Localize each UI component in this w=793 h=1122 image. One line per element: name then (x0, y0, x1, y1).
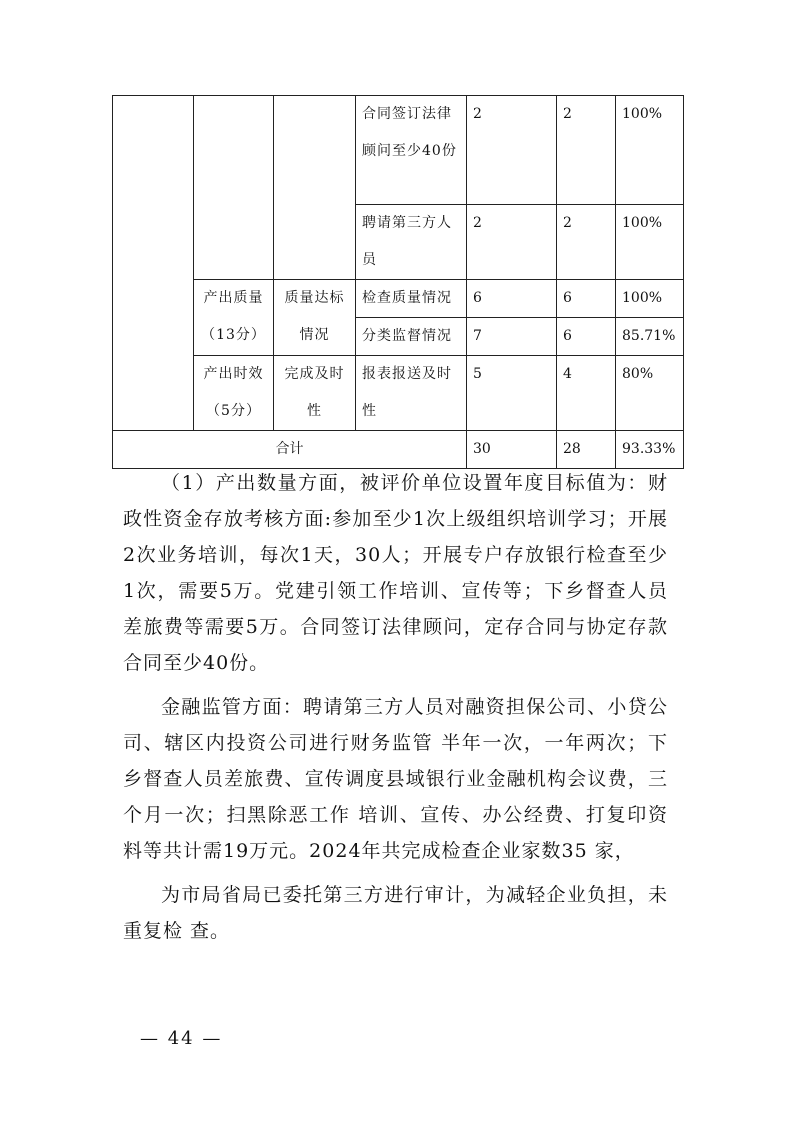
target-value-cell: 2 (467, 96, 557, 205)
paragraph-audit-note: 为市局省局已委托第三方进行审计，为减轻企业负担，未重复检 查。 (123, 884, 668, 942)
score-cell: 6 (557, 318, 616, 356)
secondary-indicator-cell: 产出质量（13分） (194, 280, 274, 356)
indicator-cell: 分类监督情况 (356, 318, 467, 356)
table-row (113, 280, 684, 318)
rate-cell: 85.71% (616, 318, 684, 356)
total-target-cell: 30 (467, 431, 557, 469)
rate-cell: 100% (616, 96, 684, 205)
total-label-cell: 合计 (113, 431, 467, 469)
indicator-cell: 检查质量情况 (356, 280, 467, 318)
total-rate-cell: 93.33% (616, 431, 684, 469)
evaluation-score-table (112, 95, 684, 469)
rate-cell: 80% (616, 356, 684, 431)
page-number: — 44 — (140, 1028, 223, 1049)
target-value-cell: 5 (467, 356, 557, 431)
indicator-cell: 聘请第三方人员 (356, 205, 467, 280)
table-total-row (113, 431, 684, 469)
rate-cell: 100% (616, 205, 684, 280)
table-cell-empty (113, 96, 194, 431)
score-cell: 2 (557, 205, 616, 280)
tertiary-indicator-cell: 完成及时性 (274, 356, 356, 431)
paragraph-output-quantity: （1）产出数量方面，被评价单位设置年度目标值为：财政性资金存放考核方面:参加至少1次上级组织培训学习；开展2次业务培训，每次1天，30人；开展专户存放银行检查至少1次，需要5万。党建引领工作培训、宣传等；下乡督查人员差旅费等需要5万。合同签订法律顾问，定存合同与协定存款合同至少40份。 (123, 472, 668, 674)
secondary-indicator-cell: 产出时效（5分） (194, 356, 274, 431)
table-cell-empty (194, 96, 274, 280)
paragraph-financial-supervision: 金融监管方面：聘请第三方人员对融资担保公司、小贷公司、辖区内投资公司进行财务监管 半年一次，一年两次；下乡督查人员差旅费、宣传调度县域银行业金融机构会议费，三个月一次；扫黑除恶工作 培训、宣传、办公经费、打复印资料等共计需19万元。2024年共完成检查企业家数35 家， (123, 696, 668, 862)
tertiary-indicator-cell: 质量达标情况 (274, 280, 356, 356)
table-cell-empty (274, 96, 356, 280)
indicator-cell: 合同签订法律顾问至少40份 (356, 96, 467, 205)
score-cell: 4 (557, 356, 616, 431)
score-cell: 2 (557, 96, 616, 205)
table-row (113, 96, 684, 205)
table-row (113, 356, 684, 431)
target-value-cell: 6 (467, 280, 557, 318)
body-text (123, 465, 668, 949)
indicator-cell: 报表报送及时性 (356, 356, 467, 431)
total-score-cell: 28 (557, 431, 616, 469)
score-cell: 6 (557, 280, 616, 318)
target-value-cell: 2 (467, 205, 557, 280)
target-value-cell: 7 (467, 318, 557, 356)
rate-cell: 100% (616, 280, 684, 318)
